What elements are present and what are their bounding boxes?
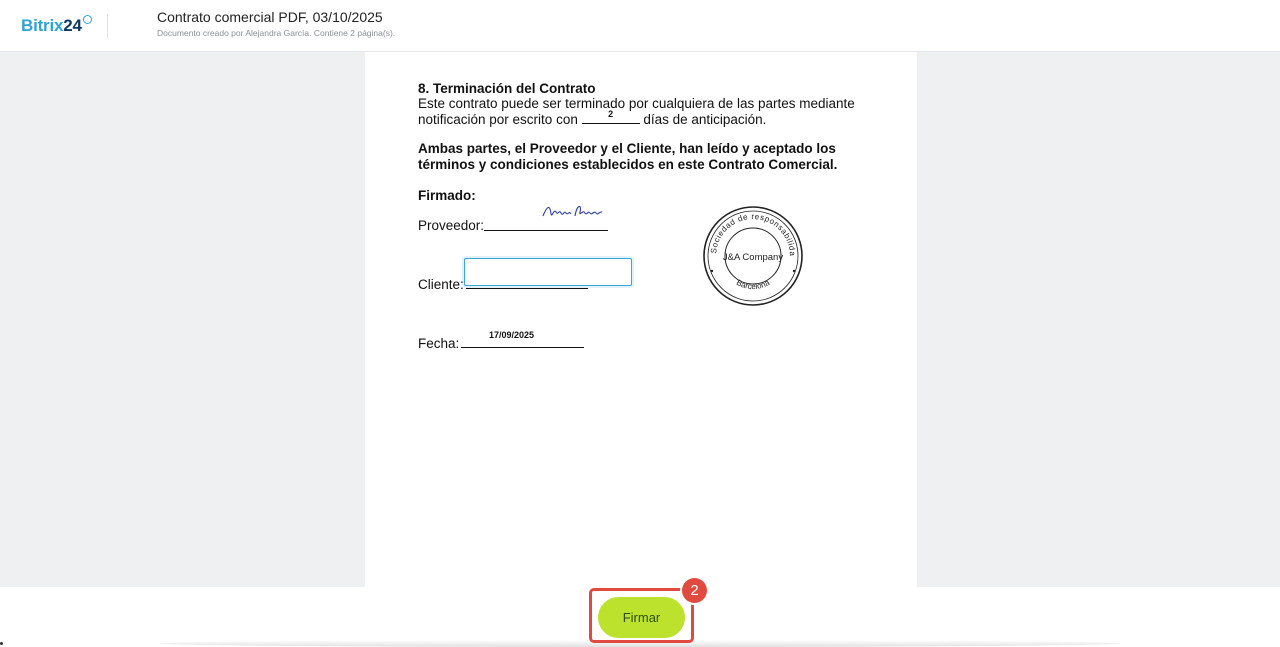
step-badge: 2 xyxy=(682,578,707,603)
logo-number: 24 xyxy=(63,16,82,35)
signature-image xyxy=(541,200,605,222)
edge-dot xyxy=(0,642,3,645)
stamp-seal-image xyxy=(702,205,804,307)
date-line xyxy=(461,347,584,348)
date-label: Fecha: xyxy=(418,336,460,351)
client-label: Cliente: xyxy=(418,277,464,292)
header-bar xyxy=(0,0,1280,52)
sign-button[interactable]: Firmar xyxy=(598,597,685,638)
header-divider xyxy=(107,14,108,38)
paragraph-line xyxy=(418,111,766,127)
clock-icon xyxy=(83,15,92,24)
highlight-box xyxy=(589,588,694,643)
agreement-line: términos y condiciones establecidos en este Contrato Comercial. xyxy=(418,157,838,172)
document-subtitle: Documento creado por Alejandra García. Contiene 2 página(s). xyxy=(157,28,396,38)
document-page xyxy=(365,52,917,592)
provider-label: Proveedor: xyxy=(418,218,485,233)
client-signature-line xyxy=(466,288,588,289)
bitrix24-logo[interactable] xyxy=(21,16,91,36)
svg-text:Sociedad de responsabilidad li: Sociedad de responsabilida xyxy=(709,211,798,257)
company-stamp xyxy=(702,205,804,307)
logo-word: Bitrix xyxy=(21,16,64,35)
document-title: Contrato comercial PDF, 03/10/2025 xyxy=(157,9,383,25)
provider-signature-line xyxy=(484,230,608,231)
paragraph-text: días de anticipación. xyxy=(639,112,767,127)
paragraph-text: notificación por escrito con xyxy=(418,112,582,127)
svg-text:J&A Company: J&A Company xyxy=(722,252,784,263)
notice-days-blank xyxy=(582,111,640,124)
svg-text:Barcelona: Barcelona xyxy=(734,277,772,292)
provider-signature xyxy=(541,200,605,225)
client-signature-field[interactable] xyxy=(464,258,632,286)
agreement-line: Ambas partes, el Proveedor y el Cliente, han leído y aceptado los xyxy=(418,141,836,156)
date-value: 17/09/2025 xyxy=(489,330,535,340)
paragraph-line: Este contrato puede ser terminado por cualquiera de las partes mediante xyxy=(418,96,855,111)
section-heading: 8. Terminación del Contrato xyxy=(418,81,596,96)
signed-label: Firmado: xyxy=(418,188,476,203)
notice-days-value: 2 xyxy=(608,109,614,119)
